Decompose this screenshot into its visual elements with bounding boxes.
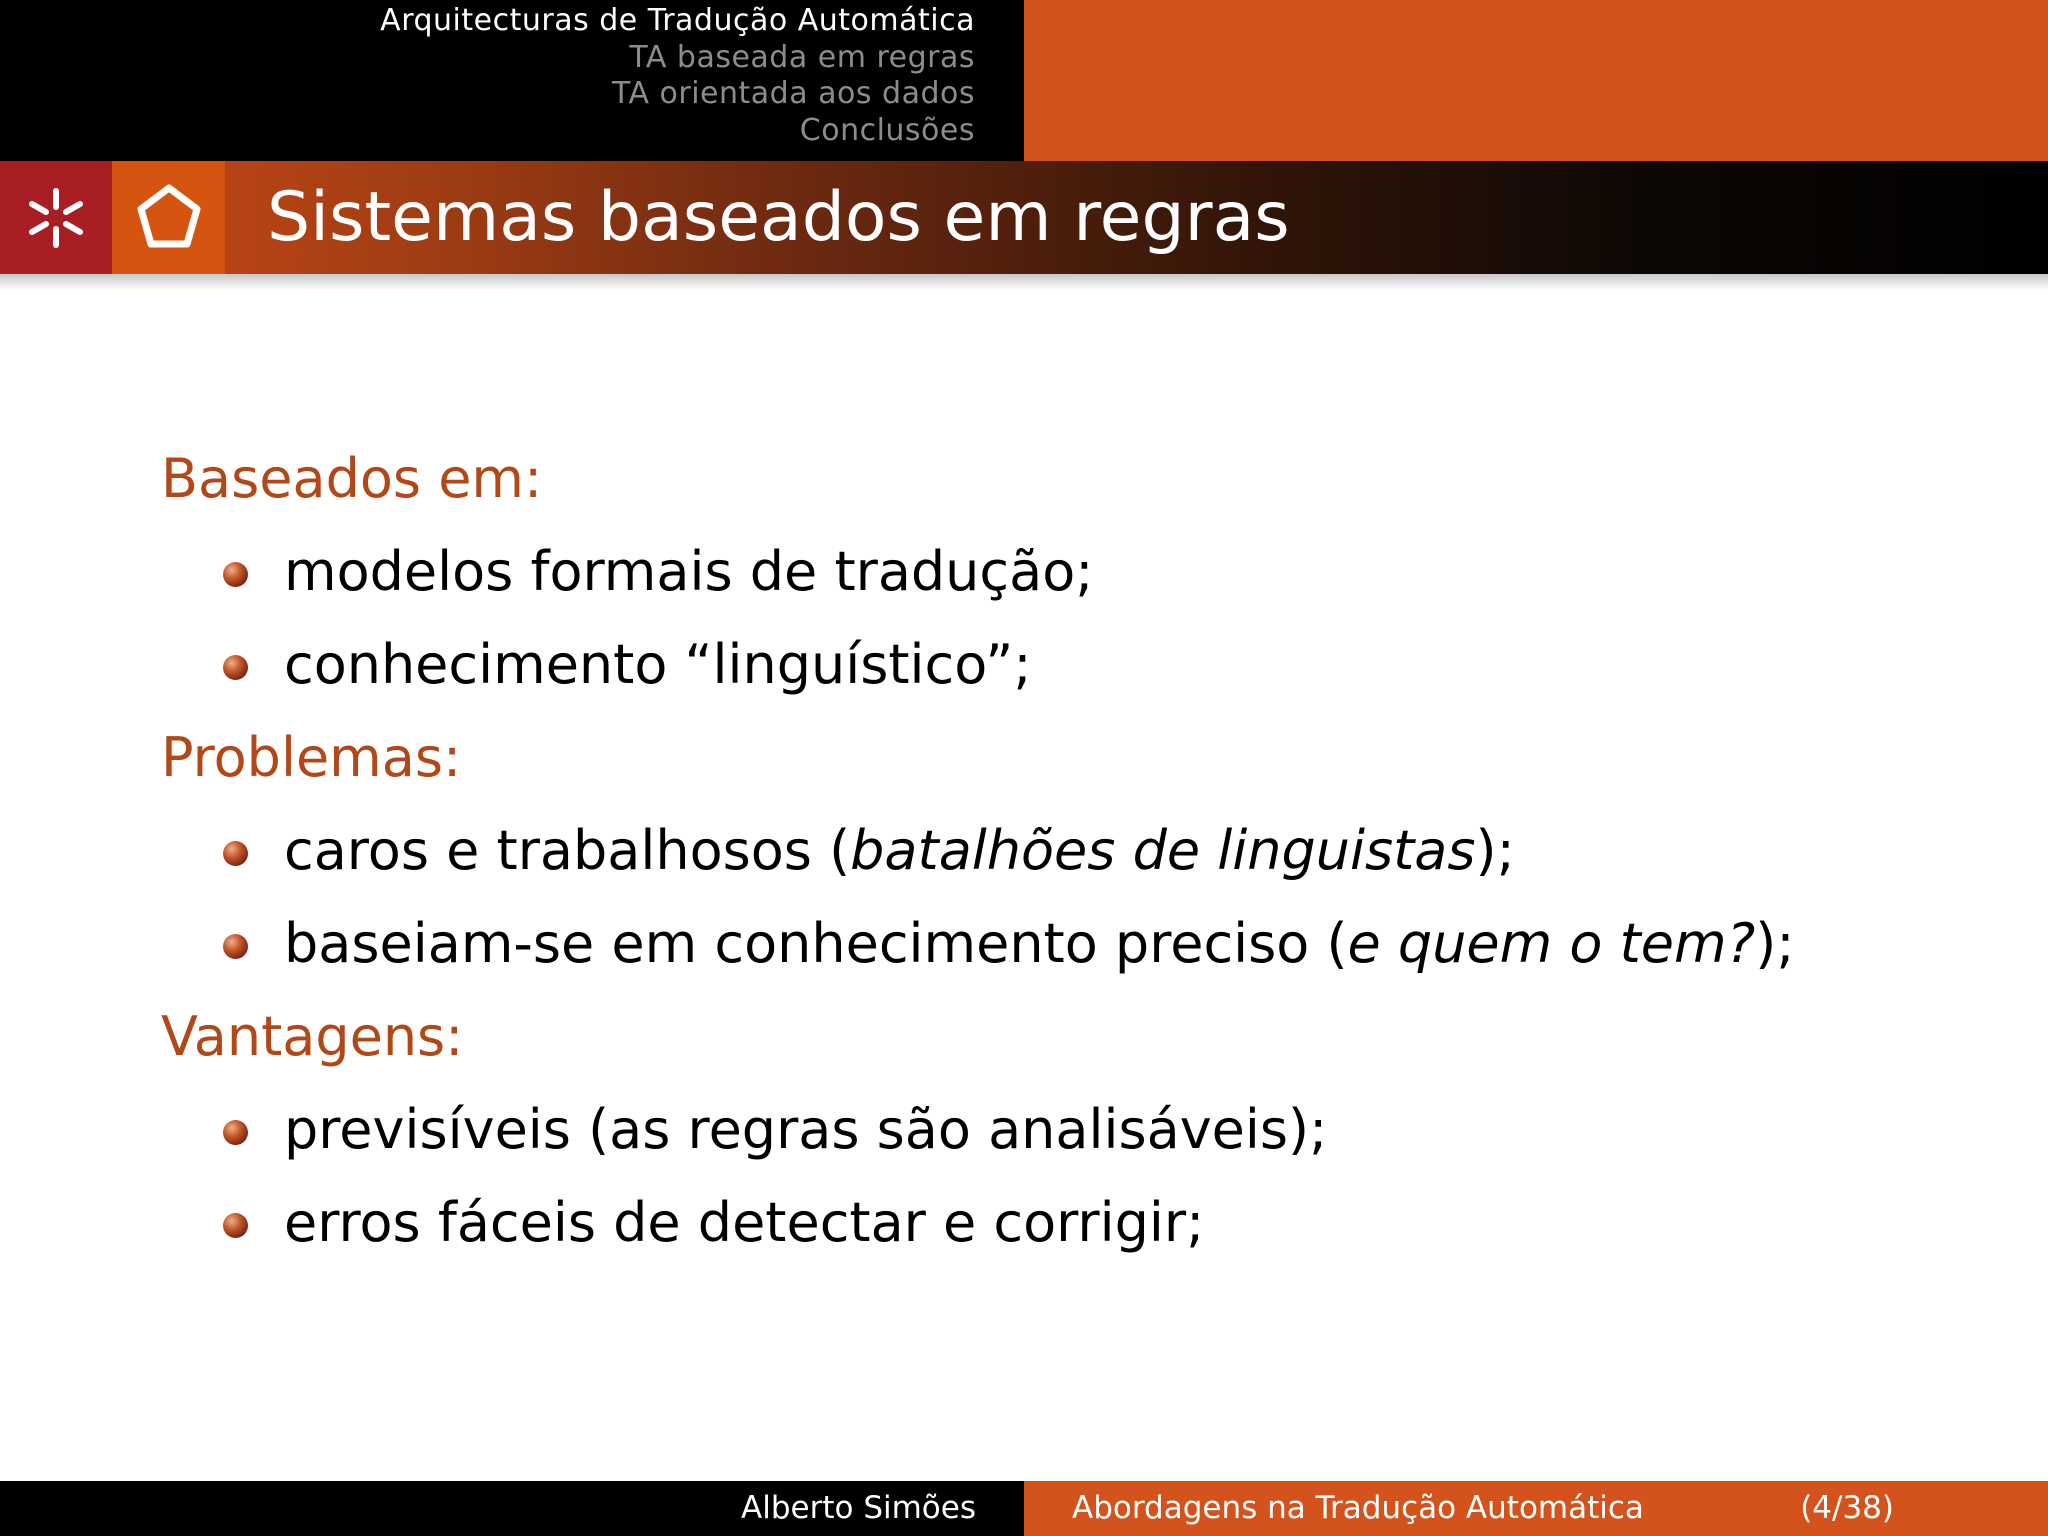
bullet-ball-icon: [223, 934, 248, 959]
nav-item-arquitecturas[interactable]: Arquitecturas de Tradução Automática: [380, 3, 975, 38]
footer-page-number: (4/38): [1800, 1490, 1894, 1526]
bullet-item: [161, 816, 1981, 909]
nav-item-ta-dados[interactable]: TA orientada aos dados: [611, 76, 975, 111]
bullet-ball-icon: [223, 655, 248, 680]
bullet-item: [161, 1095, 1981, 1188]
bullet-item: [161, 909, 1981, 1002]
bullet-item: [161, 630, 1981, 723]
top-bar-left-panel: [0, 0, 1024, 161]
bullet-text: conhecimento “linguístico”;: [284, 633, 1032, 696]
bullet-text-emphasis: e quem o tem?: [1347, 912, 1756, 975]
bullet-text-pre: caros e trabalhosos (: [284, 819, 851, 882]
school-logo: [112, 161, 225, 274]
top-navigation-bar: [0, 0, 2048, 161]
section-heading-problemas: Problemas:: [161, 726, 462, 789]
bullet-ball-icon: [223, 562, 248, 587]
section-navigation: [380, 3, 975, 149]
bullet-text: modelos formais de tradução;: [284, 540, 1094, 603]
bullet-text-post: );: [1475, 819, 1515, 882]
top-bar-right-panel: [1024, 0, 2048, 161]
slide-title: Sistemas baseados em regras: [267, 178, 1290, 257]
bullet-text-post: );: [1755, 912, 1795, 975]
title-bar-shadow: [0, 274, 2048, 290]
section-heading-vantagens: Vantagens:: [161, 1005, 464, 1068]
bullet-text: previsíveis (as regras são analisáveis);: [284, 1098, 1328, 1161]
asterisk-logo-icon: [21, 183, 91, 253]
bullet-ball-icon: [223, 1213, 248, 1238]
title-bar: [0, 161, 2048, 274]
footer-author: Alberto Simões: [741, 1490, 976, 1526]
slide-content: [161, 444, 1981, 1281]
bullet-item: [161, 1188, 1981, 1281]
nav-item-ta-regras[interactable]: TA baseada em regras: [629, 39, 975, 75]
pentagon-logo-icon: [129, 178, 209, 258]
nav-item-conclusoes[interactable]: Conclusões: [799, 112, 975, 148]
footer-bar: [0, 1481, 2048, 1536]
bullet-item: [161, 537, 1981, 630]
bullet-text: erros fáceis de detectar e corrigir;: [284, 1191, 1205, 1254]
footer-talk-title: Abordagens na Tradução Automática: [1072, 1490, 1644, 1526]
footer-right-panel: [1024, 1481, 2048, 1536]
bullet-text-emphasis: batalhões de linguistas: [850, 819, 1476, 882]
bullet-ball-icon: [223, 1120, 248, 1145]
bullet-ball-icon: [223, 841, 248, 866]
bullet-text-pre: baseiam-se em conhecimento preciso (: [284, 912, 1348, 975]
university-logo: [0, 161, 112, 274]
footer-left-panel: [0, 1481, 1024, 1536]
section-heading-baseados: Baseados em:: [161, 447, 543, 510]
